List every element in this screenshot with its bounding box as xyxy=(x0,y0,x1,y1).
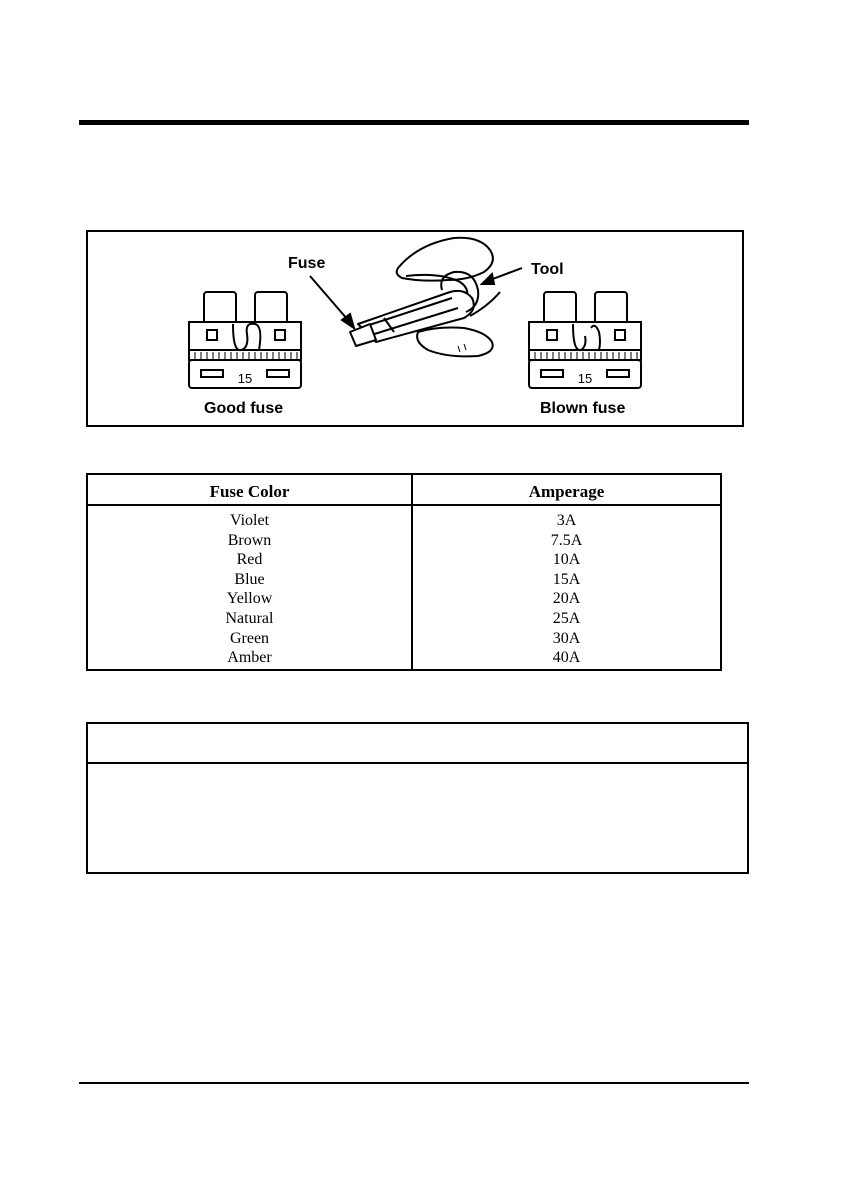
note-box-divider xyxy=(88,762,747,764)
table-cell-color: Yellow xyxy=(226,590,273,608)
column-header-fuse-color: Fuse Color xyxy=(209,482,290,501)
table-cell-color: Amber xyxy=(227,649,272,667)
fuse-drawing xyxy=(88,232,742,425)
column-header-amperage: Amperage xyxy=(528,482,605,501)
table-cell-color: Red xyxy=(236,551,263,569)
table-cell-color: Violet xyxy=(229,512,270,529)
good-fuse-label: Good fuse xyxy=(204,400,284,417)
footer-rule xyxy=(79,1082,749,1084)
hand-tool-drawing xyxy=(350,238,500,357)
note-box xyxy=(86,722,749,874)
table-cell-amperage: 20A xyxy=(552,590,581,608)
tool-label: Tool xyxy=(531,261,564,278)
table-cell-amperage: 3A xyxy=(556,512,577,529)
fuse-amperage-table xyxy=(86,473,722,671)
table-cell-color: Brown xyxy=(227,531,272,549)
fuse-leader-arrow xyxy=(310,276,354,328)
fuse-color-column xyxy=(88,511,411,668)
table-cell-amperage: 25A xyxy=(552,609,581,627)
table-cell-amperage: 40A xyxy=(552,649,581,667)
table-cell-color: Natural xyxy=(225,609,274,627)
header-rule xyxy=(79,120,749,125)
table-cell-amperage: 30A xyxy=(552,629,581,647)
fuse-label: Fuse xyxy=(288,255,326,272)
amperage-column xyxy=(413,511,720,668)
blown-fuse-rating: 15 xyxy=(577,371,593,386)
blown-fuse-label: Blown fuse xyxy=(540,400,626,417)
table-cell-color: Blue xyxy=(234,570,265,588)
table-header-divider xyxy=(88,504,720,506)
table-cell-amperage: 15A xyxy=(552,570,581,588)
fuse-illustration xyxy=(86,230,744,427)
good-fuse-rating: 15 xyxy=(237,371,253,386)
table-cell-amperage: 7.5A xyxy=(550,531,583,549)
tool-leader-arrow xyxy=(482,268,522,284)
table-cell-amperage: 10A xyxy=(552,551,581,569)
table-cell-color: Green xyxy=(229,629,270,647)
